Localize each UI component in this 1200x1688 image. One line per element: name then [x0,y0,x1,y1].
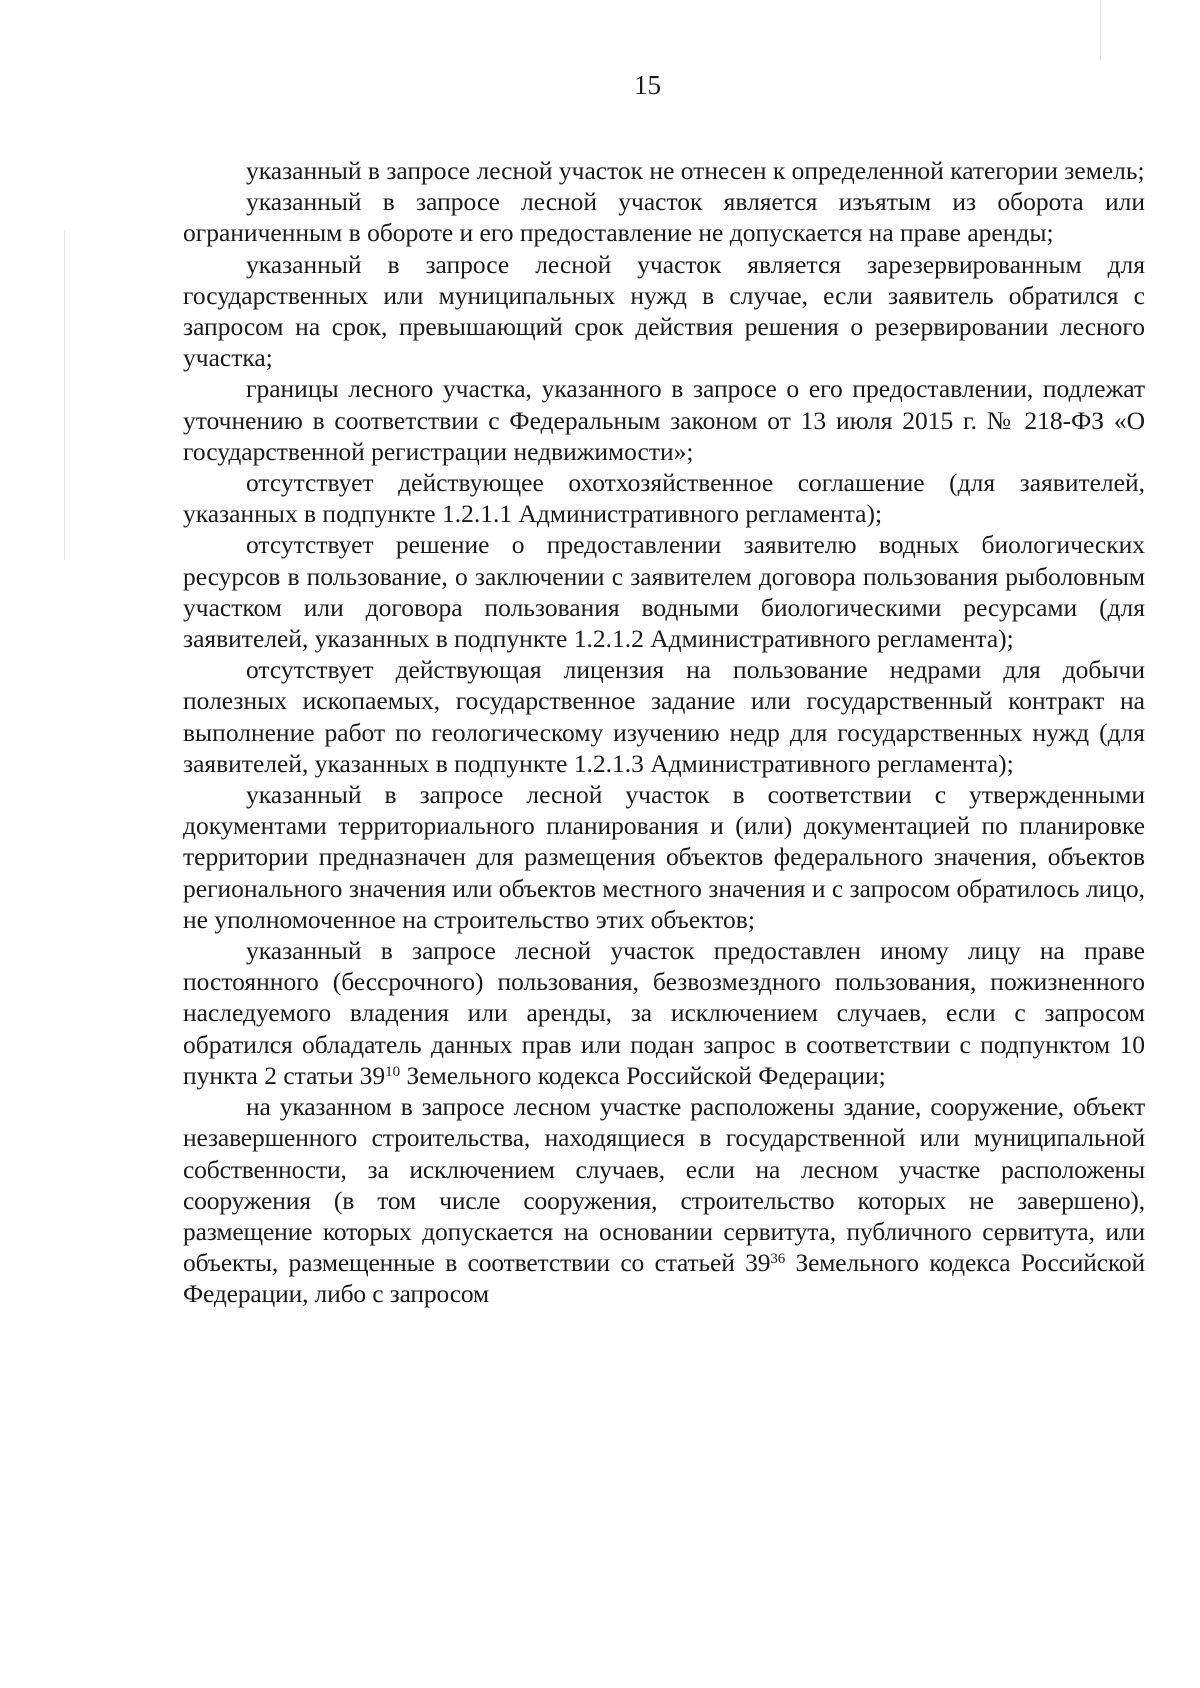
paragraph: границы лесного участка, указанного в запросе о его предоставлении, подлежат уточнению в соответствии с Федеральным законом от 13 июля 2015 г. № 218-ФЗ «О государственной регистрации недвижимости»; [183,374,1145,466]
paragraph: отсутствует действующая лицензия на пользование недрами для добычи полезных ископаемых, государственное задание или государственный контракт на выполнение работ по геологическому изучению недр для государственных нужд (для заявителей, указанных в подпункте 1.2.1.3 Административного регламента); [183,655,1145,778]
paragraph-text: указанный в запросе лесной участок предоставлен иному лицу на праве постоянного (бессрочного) пользования, безвозмездного пользования, пожизненного наследуемого владения или аренды, за исключением случаев, если с запросом обратился обладатель данных прав или подан запрос в соответствии с подпунктом 10 пункта 2 статьи 39 [183,936,1145,1090]
paragraph-article-39-36 [183,1091,1145,1309]
paragraph: указанный в запросе лесной участок является зарезервированным для государственных или муниципальных нужд в случае, если заявитель обратился с запросом на срок, превышающий срок действия решения о резервировании лесного участка; [183,249,1145,373]
scan-edge-mark [64,230,65,560]
document-body [183,155,1145,1310]
scan-edge-mark [1100,0,1101,60]
superscript-article-index: 36 [770,1250,786,1267]
paragraph-text: Земельного кодекса Российской Федерации, либо с запросом [183,1248,1145,1309]
superscript-article-index: 10 [385,1063,401,1080]
paragraph: указанный в запросе лесной участок является изъятым из оборота или ограниченным в обороте и его предоставление не допускается на праве аренды; [183,187,1145,248]
paragraph: указанный в запросе лесной участок в соответствии с утвержденными документами территориального планирования и (или) документацией по планировке территории предназначен для размещения объектов федерального значения, объектов регионального значения или объектов местного значения и с запросом обратилось лицо, не уполномоченное на строительство этих объектов; [183,780,1145,934]
paragraph-text: Земельного кодекса Российской Федерации; [400,1060,886,1090]
paragraph: указанный в запросе лесной участок не отнесен к определенной категории земель; [246,156,1145,185]
paragraph-article-39-10 [183,935,1145,1091]
page-number: 15 [634,70,661,100]
paragraph: отсутствует действующее охотхозяйственное соглашение (для заявителей, указанных в подпункте 1.2.1.1 Административного регламента); [183,468,1145,529]
paragraph-text: на указанном в запросе лесном участке расположены здание, сооружение, объект незавершенного строительства, находящиеся в государственной или муниципальной собственности, за исключением случаев, если на лесном участке расположены сооружения (в том числе сооружения, строительство которых не завершено), размещение которых допускается на основании сервитута, публичного сервитута, или объекты, размещенные в соответствии со статьей 39 [183,1092,1145,1278]
paragraph: отсутствует решение о предоставлении заявителю водных биологических ресурсов в пользование, о заключении с заявителем договора пользования рыболовным участком или договора пользования водными биологическими ресурсами (для заявителей, указанных в подпункте 1.2.1.2 Административного регламента); [183,530,1145,654]
